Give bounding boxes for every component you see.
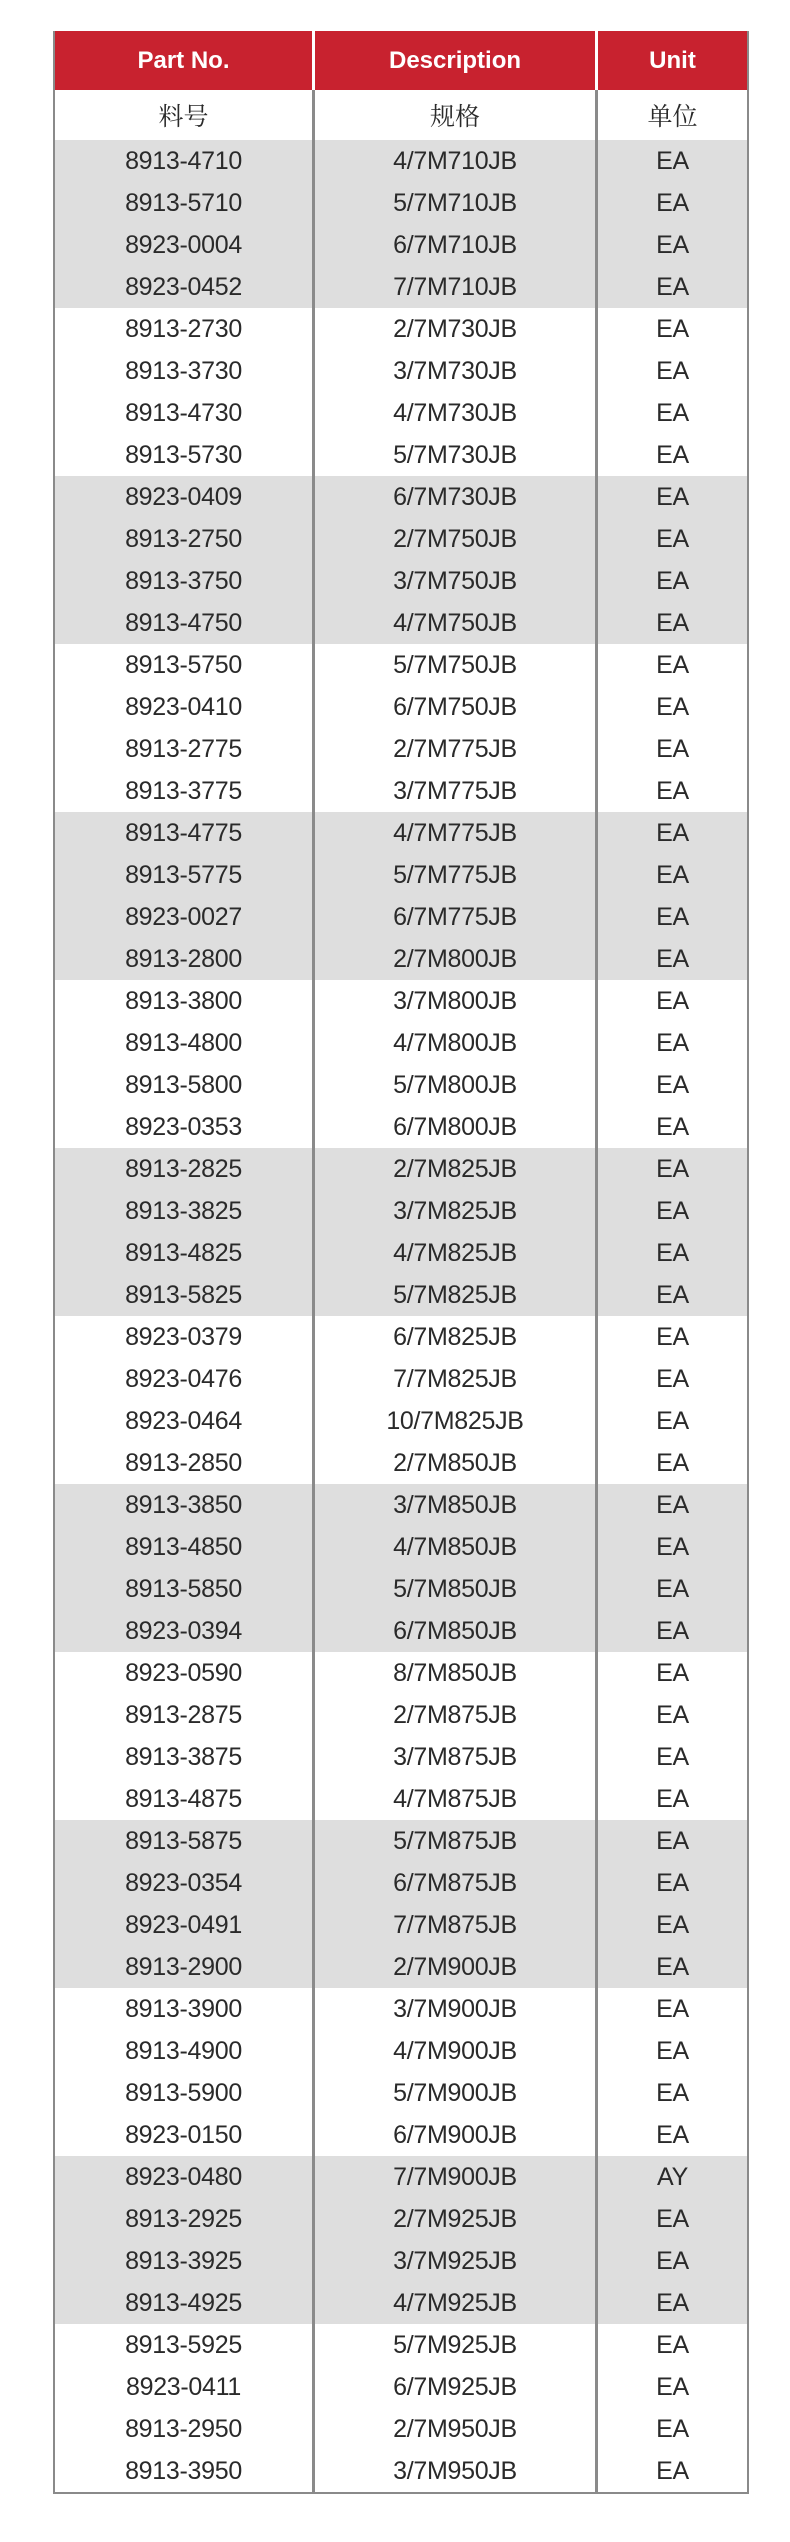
cell-part-no: 8913-5825 bbox=[55, 1274, 315, 1316]
cell-description: 3/7M900JB bbox=[315, 1988, 598, 2030]
table-row bbox=[55, 2114, 747, 2156]
table-row bbox=[55, 1526, 747, 1568]
cell-unit: EA bbox=[656, 776, 689, 805]
cell-part-no: 8913-5800 bbox=[55, 1064, 315, 1106]
table-row bbox=[55, 2282, 747, 2324]
cell-unit: EA bbox=[598, 2240, 747, 2282]
table-row bbox=[55, 140, 747, 182]
cell-part-no: 8923-0590 bbox=[55, 1652, 315, 1694]
cell-part-no: 8913-3875 bbox=[55, 1736, 315, 1778]
cell-part-no: 8913-3900 bbox=[55, 1988, 315, 2030]
cell-part-no: 8913-2875 bbox=[55, 1694, 315, 1736]
table-row bbox=[55, 728, 747, 770]
table-row bbox=[55, 392, 747, 434]
cell-unit: EA bbox=[598, 1946, 747, 1988]
table-row bbox=[55, 1400, 747, 1442]
cell-description: 4/7M775JB bbox=[315, 812, 598, 854]
cell-unit: EA bbox=[656, 2456, 689, 2485]
cell-unit: EA bbox=[656, 1406, 689, 1435]
cell-description: 2/7M730JB bbox=[315, 308, 598, 350]
cell-description: 2/7M900JB bbox=[315, 1946, 598, 1988]
cell-part-no: 8923-0004 bbox=[55, 224, 315, 266]
cell-part-no: 8913-4710 bbox=[55, 140, 315, 182]
cell-unit: EA bbox=[656, 986, 689, 1015]
cell-unit: EA bbox=[656, 1028, 689, 1057]
cell-description: 2/7M800JB bbox=[315, 938, 598, 980]
cell-part-no: 8923-0379 bbox=[55, 1316, 315, 1358]
cell-description: 6/7M875JB bbox=[315, 1862, 598, 1904]
table-row bbox=[55, 266, 747, 308]
table-row bbox=[55, 308, 747, 350]
cell-part-no: 8913-4925 bbox=[55, 2282, 315, 2324]
cell-unit: EA bbox=[598, 812, 747, 854]
cell-description: 7/7M875JB bbox=[315, 1904, 598, 1946]
cell-description: 6/7M825JB bbox=[315, 1316, 598, 1358]
cell-unit: EA bbox=[598, 602, 747, 644]
cell-part-no: 8913-3800 bbox=[55, 980, 315, 1022]
cell-part-no: 8913-5900 bbox=[55, 2072, 315, 2114]
table-row bbox=[55, 2324, 747, 2366]
table-row bbox=[55, 1946, 747, 1988]
cell-part-no: 8913-2750 bbox=[55, 518, 315, 560]
table-row bbox=[55, 476, 747, 518]
table-row bbox=[55, 896, 747, 938]
cell-description: 4/7M825JB bbox=[315, 1232, 598, 1274]
table-row bbox=[55, 2240, 747, 2282]
cell-part-no: 8913-2800 bbox=[55, 938, 315, 980]
table-row bbox=[55, 560, 747, 602]
cell-part-no: 8913-5925 bbox=[55, 2324, 315, 2366]
cell-description: 4/7M730JB bbox=[315, 392, 598, 434]
cell-description: 2/7M950JB bbox=[315, 2408, 598, 2450]
cell-unit: EA bbox=[598, 854, 747, 896]
table-row bbox=[55, 1484, 747, 1526]
table-row bbox=[55, 644, 747, 686]
cell-description: 6/7M850JB bbox=[315, 1610, 598, 1652]
cell-description: 3/7M730JB bbox=[315, 350, 598, 392]
cell-unit: EA bbox=[656, 2120, 689, 2149]
table-row bbox=[55, 1106, 747, 1148]
cell-description: 6/7M710JB bbox=[315, 224, 598, 266]
table-row bbox=[55, 854, 747, 896]
cell-description: 2/7M750JB bbox=[315, 518, 598, 560]
cell-part-no: 8913-2825 bbox=[55, 1148, 315, 1190]
cell-description: 6/7M775JB bbox=[315, 896, 598, 938]
table-row bbox=[55, 2366, 747, 2408]
table-row bbox=[55, 1652, 747, 1694]
cell-description: 3/7M950JB bbox=[315, 2450, 598, 2492]
cell-unit: EA bbox=[598, 140, 747, 182]
cell-part-no: 8913-3775 bbox=[55, 770, 315, 812]
table-subheader-row bbox=[55, 90, 747, 140]
cell-description: 5/7M800JB bbox=[315, 1064, 598, 1106]
table-row bbox=[55, 2408, 747, 2450]
cell-unit: EA bbox=[656, 1448, 689, 1477]
cell-unit: EA bbox=[598, 896, 747, 938]
cell-description: 2/7M850JB bbox=[315, 1442, 598, 1484]
cell-unit: EA bbox=[656, 692, 689, 721]
cell-unit: EA bbox=[598, 938, 747, 980]
cell-unit: EA bbox=[656, 1322, 689, 1351]
cell-description: 4/7M875JB bbox=[315, 1778, 598, 1820]
cell-unit: EA bbox=[656, 398, 689, 427]
cell-unit: EA bbox=[598, 1484, 747, 1526]
cell-description: 3/7M775JB bbox=[315, 770, 598, 812]
table-row bbox=[55, 1064, 747, 1106]
cell-description: 5/7M900JB bbox=[315, 2072, 598, 2114]
cell-description: 5/7M825JB bbox=[315, 1274, 598, 1316]
cell-part-no: 8913-3750 bbox=[55, 560, 315, 602]
cell-part-no: 8913-4850 bbox=[55, 1526, 315, 1568]
cell-part-no: 8913-3850 bbox=[55, 1484, 315, 1526]
subheader-part-no: 料号 bbox=[55, 90, 315, 140]
cell-unit: EA bbox=[598, 182, 747, 224]
cell-unit: EA bbox=[598, 1862, 747, 1904]
table-row bbox=[55, 1988, 747, 2030]
cell-part-no: 8913-4775 bbox=[55, 812, 315, 854]
cell-part-no: 8913-3825 bbox=[55, 1190, 315, 1232]
cell-part-no: 8913-4730 bbox=[55, 392, 315, 434]
table-row bbox=[55, 1610, 747, 1652]
cell-part-no: 8923-0452 bbox=[55, 266, 315, 308]
cell-part-no: 8923-0027 bbox=[55, 896, 315, 938]
cell-unit: EA bbox=[656, 2372, 689, 2401]
cell-part-no: 8923-0353 bbox=[55, 1106, 315, 1148]
subheader-unit: 单位 bbox=[598, 90, 747, 140]
table-row bbox=[55, 1820, 747, 1862]
cell-description: 3/7M825JB bbox=[315, 1190, 598, 1232]
cell-part-no: 8923-0150 bbox=[55, 2114, 315, 2156]
cell-unit: EA bbox=[656, 1784, 689, 1813]
cell-part-no: 8913-2950 bbox=[55, 2408, 315, 2450]
cell-unit: EA bbox=[656, 440, 689, 469]
cell-part-no: 8913-2775 bbox=[55, 728, 315, 770]
cell-unit: EA bbox=[598, 2198, 747, 2240]
cell-part-no: 8913-2730 bbox=[55, 308, 315, 350]
cell-unit: EA bbox=[656, 734, 689, 763]
cell-description: 3/7M875JB bbox=[315, 1736, 598, 1778]
cell-description: 3/7M850JB bbox=[315, 1484, 598, 1526]
table-row bbox=[55, 2450, 747, 2492]
table-row bbox=[55, 1190, 747, 1232]
cell-part-no: 8913-2900 bbox=[55, 1946, 315, 1988]
cell-description: 5/7M730JB bbox=[315, 434, 598, 476]
cell-description: 3/7M800JB bbox=[315, 980, 598, 1022]
cell-description: 4/7M900JB bbox=[315, 2030, 598, 2072]
table-row bbox=[55, 1778, 747, 1820]
cell-part-no: 8913-3925 bbox=[55, 2240, 315, 2282]
table-row bbox=[55, 1316, 747, 1358]
cell-part-no: 8913-5850 bbox=[55, 1568, 315, 1610]
cell-unit: EA bbox=[656, 2414, 689, 2443]
cell-part-no: 8913-4875 bbox=[55, 1778, 315, 1820]
cell-unit: EA bbox=[598, 1820, 747, 1862]
cell-unit: EA bbox=[598, 1232, 747, 1274]
cell-part-no: 8913-4750 bbox=[55, 602, 315, 644]
cell-unit: EA bbox=[598, 476, 747, 518]
cell-part-no: 8913-4800 bbox=[55, 1022, 315, 1064]
cell-description: 2/7M925JB bbox=[315, 2198, 598, 2240]
cell-unit: EA bbox=[598, 1526, 747, 1568]
cell-unit: EA bbox=[656, 2078, 689, 2107]
cell-unit: EA bbox=[656, 1994, 689, 2023]
cell-description: 5/7M925JB bbox=[315, 2324, 598, 2366]
cell-description: 7/7M825JB bbox=[315, 1358, 598, 1400]
cell-description: 4/7M850JB bbox=[315, 1526, 598, 1568]
cell-part-no: 8923-0410 bbox=[55, 686, 315, 728]
cell-unit: EA bbox=[656, 1700, 689, 1729]
table-row bbox=[55, 938, 747, 980]
column-header-part-no: Part No. bbox=[55, 31, 315, 90]
cell-part-no: 8923-0480 bbox=[55, 2156, 315, 2198]
cell-unit: EA bbox=[598, 1274, 747, 1316]
table-row bbox=[55, 1694, 747, 1736]
table-row bbox=[55, 602, 747, 644]
cell-description: 2/7M775JB bbox=[315, 728, 598, 770]
cell-unit: EA bbox=[656, 1658, 689, 1687]
column-header-unit: Unit bbox=[598, 31, 747, 90]
cell-unit: EA bbox=[656, 1364, 689, 1393]
table-row bbox=[55, 1736, 747, 1778]
cell-part-no: 8923-0394 bbox=[55, 1610, 315, 1652]
table-row bbox=[55, 1232, 747, 1274]
table-row bbox=[55, 434, 747, 476]
cell-unit: EA bbox=[598, 1148, 747, 1190]
table-row bbox=[55, 518, 747, 560]
cell-description: 10/7M825JB bbox=[315, 1400, 598, 1442]
cell-unit: EA bbox=[598, 2282, 747, 2324]
table-row bbox=[55, 2156, 747, 2198]
cell-description: 3/7M750JB bbox=[315, 560, 598, 602]
table-row bbox=[55, 1022, 747, 1064]
cell-part-no: 8913-4900 bbox=[55, 2030, 315, 2072]
cell-unit: AY bbox=[598, 2156, 747, 2198]
cell-unit: EA bbox=[598, 518, 747, 560]
table-row bbox=[55, 1862, 747, 1904]
cell-description: 8/7M850JB bbox=[315, 1652, 598, 1694]
cell-unit: EA bbox=[598, 224, 747, 266]
table-row bbox=[55, 2072, 747, 2114]
cell-unit: EA bbox=[598, 266, 747, 308]
cell-part-no: 8923-0411 bbox=[55, 2366, 315, 2408]
cell-part-no: 8913-5875 bbox=[55, 1820, 315, 1862]
cell-part-no: 8913-3950 bbox=[55, 2450, 315, 2492]
cell-description: 6/7M925JB bbox=[315, 2366, 598, 2408]
cell-description: 4/7M750JB bbox=[315, 602, 598, 644]
table-row bbox=[55, 350, 747, 392]
table-row bbox=[55, 2030, 747, 2072]
parts-table bbox=[53, 31, 749, 2494]
cell-description: 5/7M710JB bbox=[315, 182, 598, 224]
table-row bbox=[55, 1358, 747, 1400]
cell-part-no: 8923-0476 bbox=[55, 1358, 315, 1400]
cell-unit: EA bbox=[656, 1112, 689, 1141]
cell-description: 3/7M925JB bbox=[315, 2240, 598, 2282]
cell-part-no: 8923-0491 bbox=[55, 1904, 315, 1946]
cell-part-no: 8913-3730 bbox=[55, 350, 315, 392]
cell-unit: EA bbox=[656, 314, 689, 343]
cell-part-no: 8923-0464 bbox=[55, 1400, 315, 1442]
table-header-row bbox=[55, 31, 747, 90]
table-row bbox=[55, 770, 747, 812]
cell-unit: EA bbox=[598, 1190, 747, 1232]
table-row bbox=[55, 1904, 747, 1946]
table-row bbox=[55, 1274, 747, 1316]
cell-description: 2/7M875JB bbox=[315, 1694, 598, 1736]
cell-description: 6/7M800JB bbox=[315, 1106, 598, 1148]
cell-part-no: 8913-5710 bbox=[55, 182, 315, 224]
cell-description: 5/7M850JB bbox=[315, 1568, 598, 1610]
table-row bbox=[55, 980, 747, 1022]
subheader-description: 规格 bbox=[315, 90, 598, 140]
table-row bbox=[55, 1442, 747, 1484]
table-row bbox=[55, 1568, 747, 1610]
cell-description: 7/7M710JB bbox=[315, 266, 598, 308]
cell-part-no: 8913-2925 bbox=[55, 2198, 315, 2240]
cell-description: 2/7M825JB bbox=[315, 1148, 598, 1190]
table-row bbox=[55, 2198, 747, 2240]
cell-unit: EA bbox=[656, 356, 689, 385]
cell-unit: EA bbox=[656, 650, 689, 679]
cell-description: 6/7M730JB bbox=[315, 476, 598, 518]
cell-part-no: 8913-5775 bbox=[55, 854, 315, 896]
cell-description: 6/7M900JB bbox=[315, 2114, 598, 2156]
cell-description: 4/7M710JB bbox=[315, 140, 598, 182]
cell-unit: EA bbox=[656, 2036, 689, 2065]
cell-description: 6/7M750JB bbox=[315, 686, 598, 728]
cell-part-no: 8913-5730 bbox=[55, 434, 315, 476]
cell-unit: EA bbox=[656, 1742, 689, 1771]
cell-unit: EA bbox=[598, 1610, 747, 1652]
table-body bbox=[55, 140, 747, 2492]
table-row bbox=[55, 812, 747, 854]
cell-part-no: 8923-0354 bbox=[55, 1862, 315, 1904]
cell-description: 4/7M800JB bbox=[315, 1022, 598, 1064]
cell-unit: EA bbox=[598, 560, 747, 602]
cell-description: 7/7M900JB bbox=[315, 2156, 598, 2198]
cell-description: 5/7M875JB bbox=[315, 1820, 598, 1862]
cell-description: 5/7M750JB bbox=[315, 644, 598, 686]
cell-unit: EA bbox=[656, 2330, 689, 2359]
cell-description: 4/7M925JB bbox=[315, 2282, 598, 2324]
cell-part-no: 8913-5750 bbox=[55, 644, 315, 686]
cell-unit: EA bbox=[598, 1568, 747, 1610]
table-row bbox=[55, 182, 747, 224]
cell-unit: EA bbox=[656, 1070, 689, 1099]
table-row bbox=[55, 686, 747, 728]
cell-part-no: 8913-4825 bbox=[55, 1232, 315, 1274]
cell-part-no: 8923-0409 bbox=[55, 476, 315, 518]
column-header-description: Description bbox=[315, 31, 598, 90]
cell-unit: EA bbox=[598, 1904, 747, 1946]
cell-description: 5/7M775JB bbox=[315, 854, 598, 896]
cell-part-no: 8913-2850 bbox=[55, 1442, 315, 1484]
table-row bbox=[55, 224, 747, 266]
table-row bbox=[55, 1148, 747, 1190]
